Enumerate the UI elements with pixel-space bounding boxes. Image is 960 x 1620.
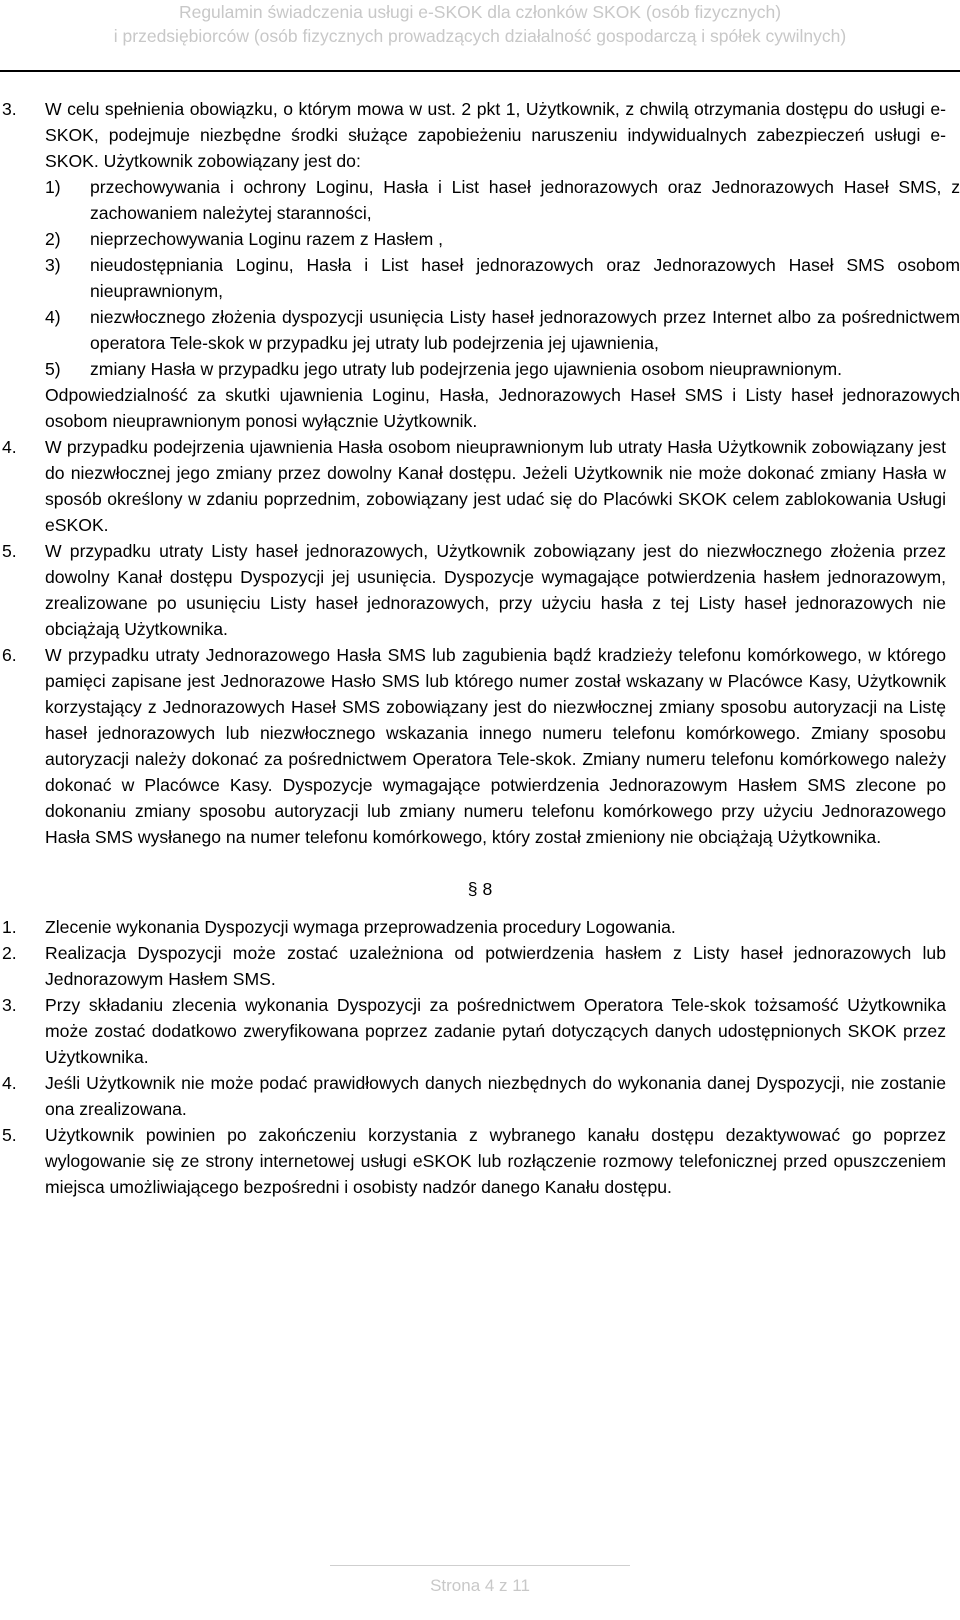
- subitem: [45, 356, 960, 382]
- item-text: W celu spełnienia obowiązku, o którym mowa w ust. 2 pkt 1, Użytkownik, z chwilą otrzymania dostępu do usługi e-SKOK, podejmuje niezbędne środki służące zapobieżeniu naruszeniu indywidualnych zabezpieczeń usługi e-SKOK. Użytkownik zobowiązany jest do:: [45, 99, 946, 171]
- item-text: W przypadku utraty Listy haseł jednorazowych, Użytkownik zobowiązany jest do niezwłocznego złożenia przez dowolny Kanał dostępu Dyspozycji jej usunięcia. Dyspozycje wymagające potwierdzenia hasłem jednorazowym, zrealizowane po usunięciu Listy haseł jednorazowych, przy użyciu hasła z tej Listy haseł jednorazowych nie obciążają Użytkownika.: [45, 541, 946, 639]
- section7-item-3: [0, 96, 946, 174]
- item-number: 5.: [2, 1125, 17, 1145]
- closing-paragraph: Odpowiedzialność za skutki ujawnienia Loginu, Hasła, Jednorazowych Haseł SMS i Listy haseł jednorazowych osobom nieuprawnionym ponosi wyłącznie Użytkownik.: [45, 385, 960, 431]
- section8-item: [0, 992, 946, 1070]
- footer-divider: [330, 1565, 630, 1566]
- item-number: 4.: [2, 437, 17, 457]
- subitem-text: nieprzechowywania Loginu razem z Hasłem ,: [90, 229, 444, 249]
- item-number: 3.: [2, 995, 17, 1015]
- section7-item-5: [0, 538, 946, 642]
- item-text: W przypadku podejrzenia ujawnienia Hasła osobom nieuprawnionym lub utraty Hasła Użytkownik zobowiązany jest do niezwłocznej jego zmiany przez dowolny Kanał dostępu. Jeżeli Użytkownik nie może dokonać zmiany Hasła w sposób określony w zdaniu poprzednim, zobowiązany jest udać się do Placówki SKOK celem zablokowania Usługi eSKOK.: [45, 437, 946, 535]
- section8-item: [0, 1070, 946, 1122]
- page-header: [0, 0, 960, 72]
- item-text: Zlecenie wykonania Dyspozycji wymaga przeprowadzenia procedury Logowania.: [45, 917, 676, 937]
- item-text: Użytkownik powinien po zakończeniu korzystania z wybranego kanału dostępu dezaktywować go poprzez wylogowanie się ze strony internetowej usługi eSKOK lub rozłączenie rozmowy telefonicznej przed opuszczeniem miejsca umożliwiającego bezpośredni i osobisty nadzór danego Kanału dostępu.: [45, 1125, 946, 1197]
- section8-item: [0, 914, 946, 940]
- subitem-number: 3): [45, 255, 61, 275]
- item-number: 6.: [2, 645, 17, 665]
- page-number: Strona 4 z 11: [430, 1576, 530, 1595]
- section7-item-6: [0, 642, 946, 850]
- section8-item: [0, 940, 946, 992]
- section7-item-4: [0, 434, 946, 538]
- section8-item: [0, 1122, 946, 1200]
- subitem-number: 5): [45, 359, 61, 379]
- page-footer: [0, 1565, 960, 1598]
- header-line-1: Regulamin świadczenia usługi e-SKOK dla członków SKOK (osób fizycznych): [178, 2, 782, 22]
- item-number: 3.: [2, 99, 17, 119]
- subitem: [45, 304, 960, 356]
- subitem-number: 1): [45, 177, 61, 197]
- item-text: Realizacja Dyspozycji może zostać uzależniona od potwierdzenia hasłem z Listy haseł jednorazowych lub Jednorazowym Hasłem SMS.: [45, 943, 946, 989]
- subitem: [45, 226, 960, 252]
- item-text: W przypadku utraty Jednorazowego Hasła SMS lub zagubienia bądź kradzieży telefonu komórkowego, w którego pamięci zapisane jest Jednorazowe Hasło SMS lub którego numer został wskazany w Placówce Kasy, Użytkownik korzystający z Jednorazowych Haseł SMS zobowiązany jest do niezwłocznej zmiany sposobu autoryzacji na Listę haseł jednorazowych lub niezwłocznego wskazania innego numeru telefonu komórkowego. Zmiany sposobu autoryzacji należy dokonać za pośrednictwem Operatora Tele-skok. Zmiany numeru telefonu komórkowego należy dokonać w Placówce Kasy. Dyspozycje wymagające potwierdzenia Jednorazowym Hasłem SMS zlecone po dokonaniu zmiany sposobu autoryzacji lub zmiany numeru telefonu komórkowego przy użyciu Jednorazowego Hasła SMS wysłanego na numer telefonu komórkowego, który został zmieniony nie obciążają Użytkownika.: [45, 645, 946, 847]
- section-heading: [0, 876, 960, 902]
- subitem-text: niezwłocznego złożenia dyspozycji usunięcia Listy haseł jednorazowych przez Internet albo za pośrednictwem operatora Tele-skok w przypadku jej utraty lub podejrzenia jej ujawnienia,: [90, 307, 960, 353]
- header-line-2: i przedsiębiorców (osób fizycznych prowadzących działalność gospodarczą i spółek cywilnych): [113, 26, 847, 46]
- subitem: [45, 252, 960, 304]
- subitem-number: 2): [45, 229, 61, 249]
- item-number: 2.: [2, 943, 17, 963]
- item-text: Przy składaniu zlecenia wykonania Dyspozycji za pośrednictwem Operatora Tele-skok tożsamość Użytkownika może zostać dodatkowo zweryfikowana poprzez zadanie pytań dotyczących danych udostępnionych SKOK przez Użytkownika.: [45, 995, 946, 1067]
- subitem-text: przechowywania i ochrony Loginu, Hasła i List haseł jednorazowych oraz Jednorazowych Haseł SMS, z zachowaniem należytej staranności,: [90, 177, 960, 223]
- subitem-text: zmiany Hasła w przypadku jego utraty lub podejrzenia jego ujawnienia osobom nieuprawnionym.: [90, 359, 843, 379]
- section-title: § 8: [467, 879, 493, 899]
- subitem-text: nieudostępniania Loginu, Hasła i List haseł jednorazowych oraz Jednorazowych Haseł SMS osobom nieuprawnionym,: [90, 255, 960, 301]
- item-number: 4.: [2, 1073, 17, 1093]
- item-text: Jeśli Użytkownik nie może podać prawidłowych danych niezbędnych do wykonania danej Dyspozycji, nie zostanie ona zrealizowana.: [45, 1073, 946, 1119]
- subitem: [45, 174, 960, 226]
- subitem-number: 4): [45, 307, 61, 327]
- item-number: 5.: [2, 541, 17, 561]
- document-body: [0, 96, 960, 1200]
- item-number: 1.: [2, 917, 17, 937]
